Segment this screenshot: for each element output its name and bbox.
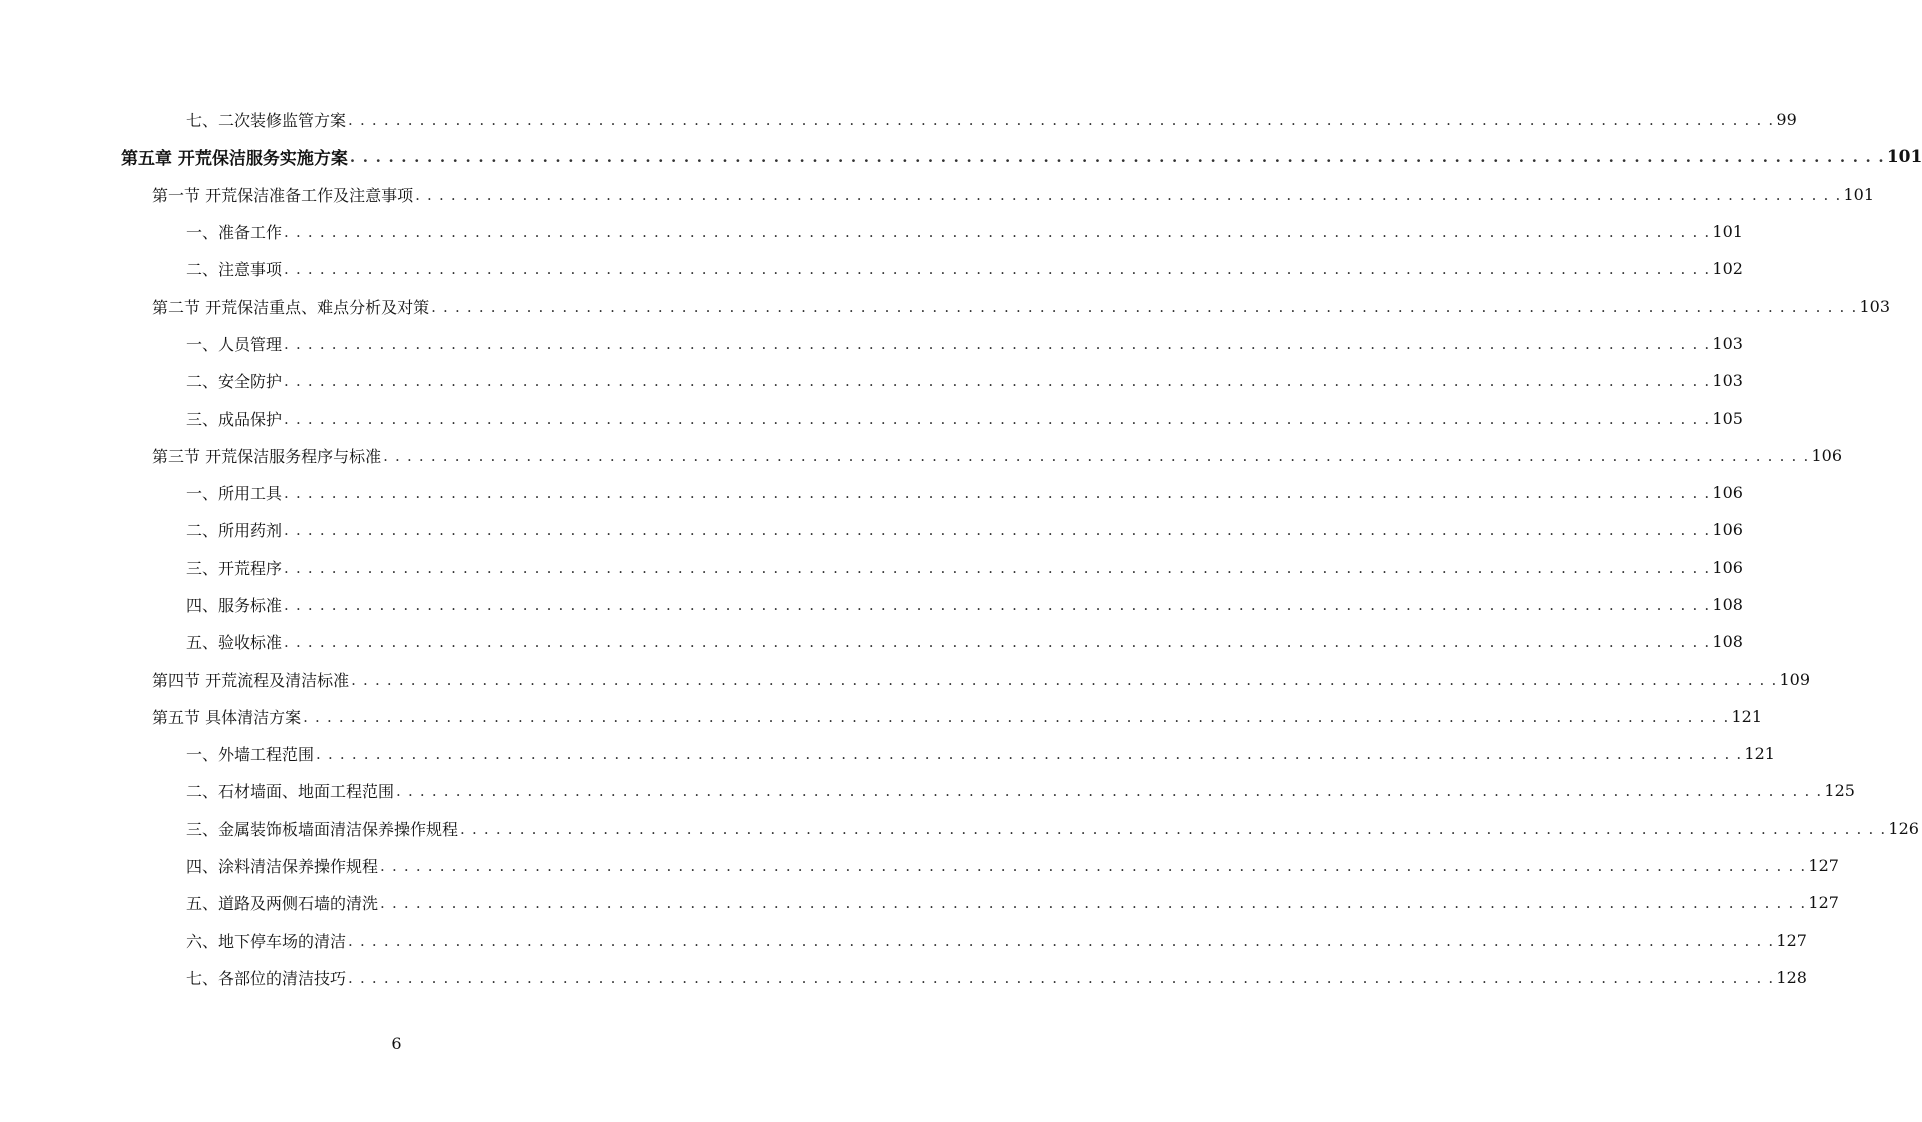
- dot-leader: . . . . . . . . . . . . . . . . . . . . . . . . . . . . . . . . . . . . . . . . . . . . . . . . . . . . . . . . . . . . . . . . . . . . . . . . . . . . . . . . . . . . . . . . . . . . . . . . . . . . . . . . . . . . . . . . . . . . . . . .: [284, 260, 1711, 279]
- toc-section-entry[interactable]: [0, 437, 1843, 474]
- toc-entry-page-number: 121: [1744, 744, 1775, 764]
- toc-entry-label: 第三节 开荒保洁服务程序与标准: [152, 446, 382, 466]
- toc-subsection-entry[interactable]: [0, 922, 1807, 959]
- dot-leader: . . . . . . . . . . . . . . . . . . . . . . . . . . . . . . . . . . . . . . . . . . . . . . . . . . . . . . . . . . . . . . . . . . . . . . . . . . . . . . . . . . . . . . . . . . . . . . . . . . . . . . . . . . . . . . . . . . . . . . . .: [316, 745, 1743, 764]
- toc-subsection-entry[interactable]: [0, 474, 1743, 511]
- toc-entry-page-number: 127: [1808, 893, 1839, 913]
- toc-entry-page-number: 127: [1808, 856, 1839, 876]
- toc-entry-label: 一、外墙工程范围: [186, 745, 315, 765]
- toc-entry-page-number: 103: [1712, 333, 1743, 353]
- toc-entry-label: 四、涂料清洁保养操作规程: [186, 857, 379, 877]
- toc-entry-page-number: 103: [1712, 371, 1743, 391]
- toc-subsection-entry[interactable]: [0, 772, 1855, 809]
- toc-subsection-entry[interactable]: [0, 735, 1775, 772]
- toc-entry-label: 四、服务标准: [186, 596, 283, 615]
- dot-leader: . . . . . . . . . . . . . . . . . . . . . . . . . . . . . . . . . . . . . . . . . . . . . . . . . . . . . . . . . . . . . . . . . . . . . . . . . . . . . . . . . . . . . . . . . . . . . . . . . . . . . . . . . . . . . . . . . . . . . . . .: [383, 446, 1810, 465]
- toc-entry-page-number: 108: [1712, 632, 1743, 652]
- toc-entry-label: 第二节 开荒保洁重点、难点分析及对策: [152, 297, 430, 317]
- dot-leader: . . . . . . . . . . . . . . . . . . . . . . . . . . . . . . . . . . . . . . . . . . . . . . . . . . . . . . . . . . . . . . . . . . . . . . . . . . . . . . . . . . . . . . . . . . . . . . . . . . . . . . . . . . . . . . . . . . . . . . . .: [284, 596, 1711, 614]
- toc-entry-page-number: 126: [1888, 818, 1919, 838]
- toc-section-entry[interactable]: [0, 660, 1811, 697]
- toc-entry-label: 一、准备工作: [186, 223, 283, 243]
- toc-section-entry[interactable]: [0, 176, 1875, 213]
- toc-entry-label: 一、所用工具: [186, 484, 283, 504]
- toc-subsection-entry[interactable]: [0, 586, 1743, 623]
- toc-entry-page-number: 101: [1843, 184, 1875, 204]
- dot-leader: . . . . . . . . . . . . . . . . . . . . . . . . . . . . . . . . . . . . . . . . . . . . . . . . . . . . . . . . . . . . . . . . . . . . . . . . . . . . . . . . . . . . . . . . . . . . . . . . . . . . . . . . . . . . . . . . . . . . . . . .: [431, 297, 1858, 316]
- dot-leader: . . . . . . . . . . . . . . . . . . . . . . . . . . . . . . . . . . . . . . . . . . . . . . . . . . . . . . . . . . . . . . . . . . . . . . . . . . . . . . . . . . . . . . . . . . . . . . . . . . . . . . . . . . . . . . . . . . . . . . . .: [380, 894, 1807, 913]
- toc-entry-page-number: 103: [1859, 296, 1891, 316]
- toc-entry-label: 第一节 开荒保洁准备工作及注意事项: [152, 185, 414, 205]
- toc-entry-label: 三、成品保护: [186, 409, 283, 429]
- toc-entry-label: 三、金属装饰板墙面清洁保养操作规程: [186, 819, 459, 839]
- toc-subsection-entry[interactable]: [0, 101, 1797, 138]
- dot-leader: . . . . . . . . . . . . . . . . . . . . . . . . . . . . . . . . . . . . . . . . . . . . . . . . . . . . . . . . . . . . . . . . . . . . . . . . . . . . . . . . . . . . . . . . . . . . . . . . . . . . . . . . . . . . . . . . . . . . . . . .: [284, 484, 1711, 503]
- dot-leader: . . . . . . . . . . . . . . . . . . . . . . . . . . . . . . . . . . . . . . . . . . . . . . . . . . . . . . . . . . . . . . . . . . . . . . . . . . . . . . . . . . . . . . . . . . . . . . . . . . . . . . . . . . . . . . . . . . . . . . . .: [349, 148, 1885, 167]
- toc-entry-label: 二、注意事项: [186, 260, 283, 280]
- toc-section-entry[interactable]: [0, 287, 1891, 324]
- dot-leader: . . . . . . . . . . . . . . . . . . . . . . . . . . . . . . . . . . . . . . . . . . . . . . . . . . . . . . . . . . . . . . . . . . . . . . . . . . . . . . . . . . . . . . . . . . . . . . . . . . . . . . . . . . . . . . . . . . . . . . . .: [284, 558, 1711, 577]
- toc-subsection-entry[interactable]: [0, 623, 1743, 660]
- toc-entry-label: 一、人员管理: [186, 334, 283, 354]
- toc-entry-page-number: 101: [1712, 222, 1743, 242]
- toc-entry-page-number: 99: [1776, 110, 1797, 130]
- dot-leader: . . . . . . . . . . . . . . . . . . . . . . . . . . . . . . . . . . . . . . . . . . . . . . . . . . . . . . . . . . . . . . . . . . . . . . . . . . . . . . . . . . . . . . . . . . . . . . . . . . . . . . . . . . . . . . . . . . . . . . . .: [380, 857, 1807, 876]
- toc-entry-page-number: 106: [1811, 445, 1843, 465]
- dot-leader: . . . . . . . . . . . . . . . . . . . . . . . . . . . . . . . . . . . . . . . . . . . . . . . . . . . . . . . . . . . . . . . . . . . . . . . . . . . . . . . . . . . . . . . . . . . . . . . . . . . . . . . . . . . . . . . . . . . . . . . .: [284, 521, 1711, 540]
- dot-leader: . . . . . . . . . . . . . . . . . . . . . . . . . . . . . . . . . . . . . . . . . . . . . . . . . . . . . . . . . . . . . . . . . . . . . . . . . . . . . . . . . . . . . . . . . . . . . . . . . . . . . . . . . . . . . . . . . . . . . . . .: [284, 223, 1711, 242]
- dot-leader: . . . . . . . . . . . . . . . . . . . . . . . . . . . . . . . . . . . . . . . . . . . . . . . . . . . . . . . . . . . . . . . . . . . . . . . . . . . . . . . . . . . . . . . . . . . . . . . . . . . . . . . . . . . . . . . . . . . . . . . .: [415, 185, 1842, 204]
- toc-entry-label: 三、开荒程序: [186, 558, 283, 578]
- dot-leader: . . . . . . . . . . . . . . . . . . . . . . . . . . . . . . . . . . . . . . . . . . . . . . . . . . . . . . . . . . . . . . . . . . . . . . . . . . . . . . . . . . . . . . . . . . . . . . . . . . . . . . . . . . . . . . . . . . . . . . . .: [284, 633, 1711, 652]
- toc-entry-page-number: 125: [1824, 781, 1855, 801]
- toc-section-entry[interactable]: [0, 698, 1763, 735]
- toc-subsection-entry[interactable]: [0, 884, 1839, 921]
- toc-entry-label: 二、石材墙面、地面工程范围: [186, 782, 395, 802]
- toc-subsection-entry[interactable]: [0, 511, 1743, 548]
- toc-subsection-entry[interactable]: [0, 362, 1743, 399]
- toc-entry-label: 第五章 开荒保洁服务实施方案: [121, 149, 348, 170]
- toc-entry-label: 第四节 开荒流程及清洁标准: [152, 670, 350, 690]
- toc-subsection-entry[interactable]: [0, 325, 1743, 362]
- toc-entry-label: 二、安全防护: [186, 372, 283, 392]
- toc-entry-label: 七、二次装修监管方案: [186, 111, 347, 131]
- toc-entry-page-number: 121: [1731, 706, 1763, 726]
- toc-entry-label: 五、道路及两侧石墙的清洗: [186, 894, 379, 914]
- dot-leader: . . . . . . . . . . . . . . . . . . . . . . . . . . . . . . . . . . . . . . . . . . . . . . . . . . . . . . . . . . . . . . . . . . . . . . . . . . . . . . . . . . . . . . . . . . . . . . . . . . . . . . . . . . . . . . . . . . . . . . . .: [460, 819, 1887, 838]
- dot-leader: . . . . . . . . . . . . . . . . . . . . . . . . . . . . . . . . . . . . . . . . . . . . . . . . . . . . . . . . . . . . . . . . . . . . . . . . . . . . . . . . . . . . . . . . . . . . . . . . . . . . . . . . . . . . . . . . . . . . . . . .: [303, 707, 1730, 726]
- toc-entry-label: 五、验收标准: [186, 633, 283, 653]
- table-of-contents: [0, 101, 1922, 996]
- toc-subsection-entry[interactable]: [0, 250, 1743, 287]
- dot-leader: . . . . . . . . . . . . . . . . . . . . . . . . . . . . . . . . . . . . . . . . . . . . . . . . . . . . . . . . . . . . . . . . . . . . . . . . . . . . . . . . . . . . . . . . . . . . . . . . . . . . . . . . . . . . . . . . . . . . . . . .: [284, 372, 1711, 391]
- dot-leader: . . . . . . . . . . . . . . . . . . . . . . . . . . . . . . . . . . . . . . . . . . . . . . . . . . . . . . . . . . . . . . . . . . . . . . . . . . . . . . . . . . . . . . . . . . . . . . . . . . . . . . . . . . . . . . . . . . . . . . . .: [396, 782, 1823, 801]
- dot-leader: . . . . . . . . . . . . . . . . . . . . . . . . . . . . . . . . . . . . . . . . . . . . . . . . . . . . . . . . . . . . . . . . . . . . . . . . . . . . . . . . . . . . . . . . . . . . . . . . . . . . . . . . . . . . . . . . . . . . . . . .: [348, 931, 1775, 950]
- toc-entry-label: 六、地下停车场的清洁: [186, 931, 347, 951]
- dot-leader: . . . . . . . . . . . . . . . . . . . . . . . . . . . . . . . . . . . . . . . . . . . . . . . . . . . . . . . . . . . . . . . . . . . . . . . . . . . . . . . . . . . . . . . . . . . . . . . . . . . . . . . . . . . . . . . . . . . . . . . .: [351, 670, 1778, 689]
- toc-entry-page-number: 109: [1779, 669, 1811, 689]
- page-number: 6: [391, 1034, 402, 1053]
- toc-subsection-entry[interactable]: [0, 959, 1807, 996]
- toc-subsection-entry[interactable]: [0, 810, 1919, 847]
- toc-entry-label: 二、所用药剂: [186, 521, 283, 541]
- toc-subsection-entry[interactable]: [0, 549, 1743, 586]
- toc-entry-page-number: 127: [1776, 930, 1807, 950]
- toc-entry-page-number: 105: [1712, 408, 1743, 428]
- toc-entry-page-number: 101: [1886, 146, 1922, 167]
- toc-subsection-entry[interactable]: [0, 847, 1839, 884]
- toc-entry-label: 七、各部位的清洁技巧: [186, 968, 347, 988]
- toc-entry-page-number: 106: [1712, 557, 1743, 577]
- toc-entry-page-number: 128: [1776, 967, 1807, 987]
- dot-leader: . . . . . . . . . . . . . . . . . . . . . . . . . . . . . . . . . . . . . . . . . . . . . . . . . . . . . . . . . . . . . . . . . . . . . . . . . . . . . . . . . . . . . . . . . . . . . . . . . . . . . . . . . . . . . . . . . . . . . . . .: [348, 968, 1775, 987]
- toc-entry-label: 第五节 具体清洁方案: [152, 707, 302, 727]
- toc-subsection-entry[interactable]: [0, 213, 1743, 250]
- toc-entry-page-number: 106: [1712, 520, 1743, 540]
- dot-leader: . . . . . . . . . . . . . . . . . . . . . . . . . . . . . . . . . . . . . . . . . . . . . . . . . . . . . . . . . . . . . . . . . . . . . . . . . . . . . . . . . . . . . . . . . . . . . . . . . . . . . . . . . . . . . . . . . . . . . . . .: [284, 334, 1711, 353]
- toc-entry-page-number: 106: [1712, 483, 1743, 503]
- toc-chapter-entry[interactable]: [0, 138, 1922, 175]
- dot-leader: . . . . . . . . . . . . . . . . . . . . . . . . . . . . . . . . . . . . . . . . . . . . . . . . . . . . . . . . . . . . . . . . . . . . . . . . . . . . . . . . . . . . . . . . . . . . . . . . . . . . . . . . . . . . . . . . . . . . . . . .: [348, 111, 1775, 130]
- toc-entry-page-number: 102: [1712, 259, 1743, 279]
- toc-entry-page-number: 108: [1712, 595, 1743, 614]
- dot-leader: . . . . . . . . . . . . . . . . . . . . . . . . . . . . . . . . . . . . . . . . . . . . . . . . . . . . . . . . . . . . . . . . . . . . . . . . . . . . . . . . . . . . . . . . . . . . . . . . . . . . . . . . . . . . . . . . . . . . . . . .: [284, 409, 1711, 428]
- toc-subsection-entry[interactable]: [0, 399, 1743, 436]
